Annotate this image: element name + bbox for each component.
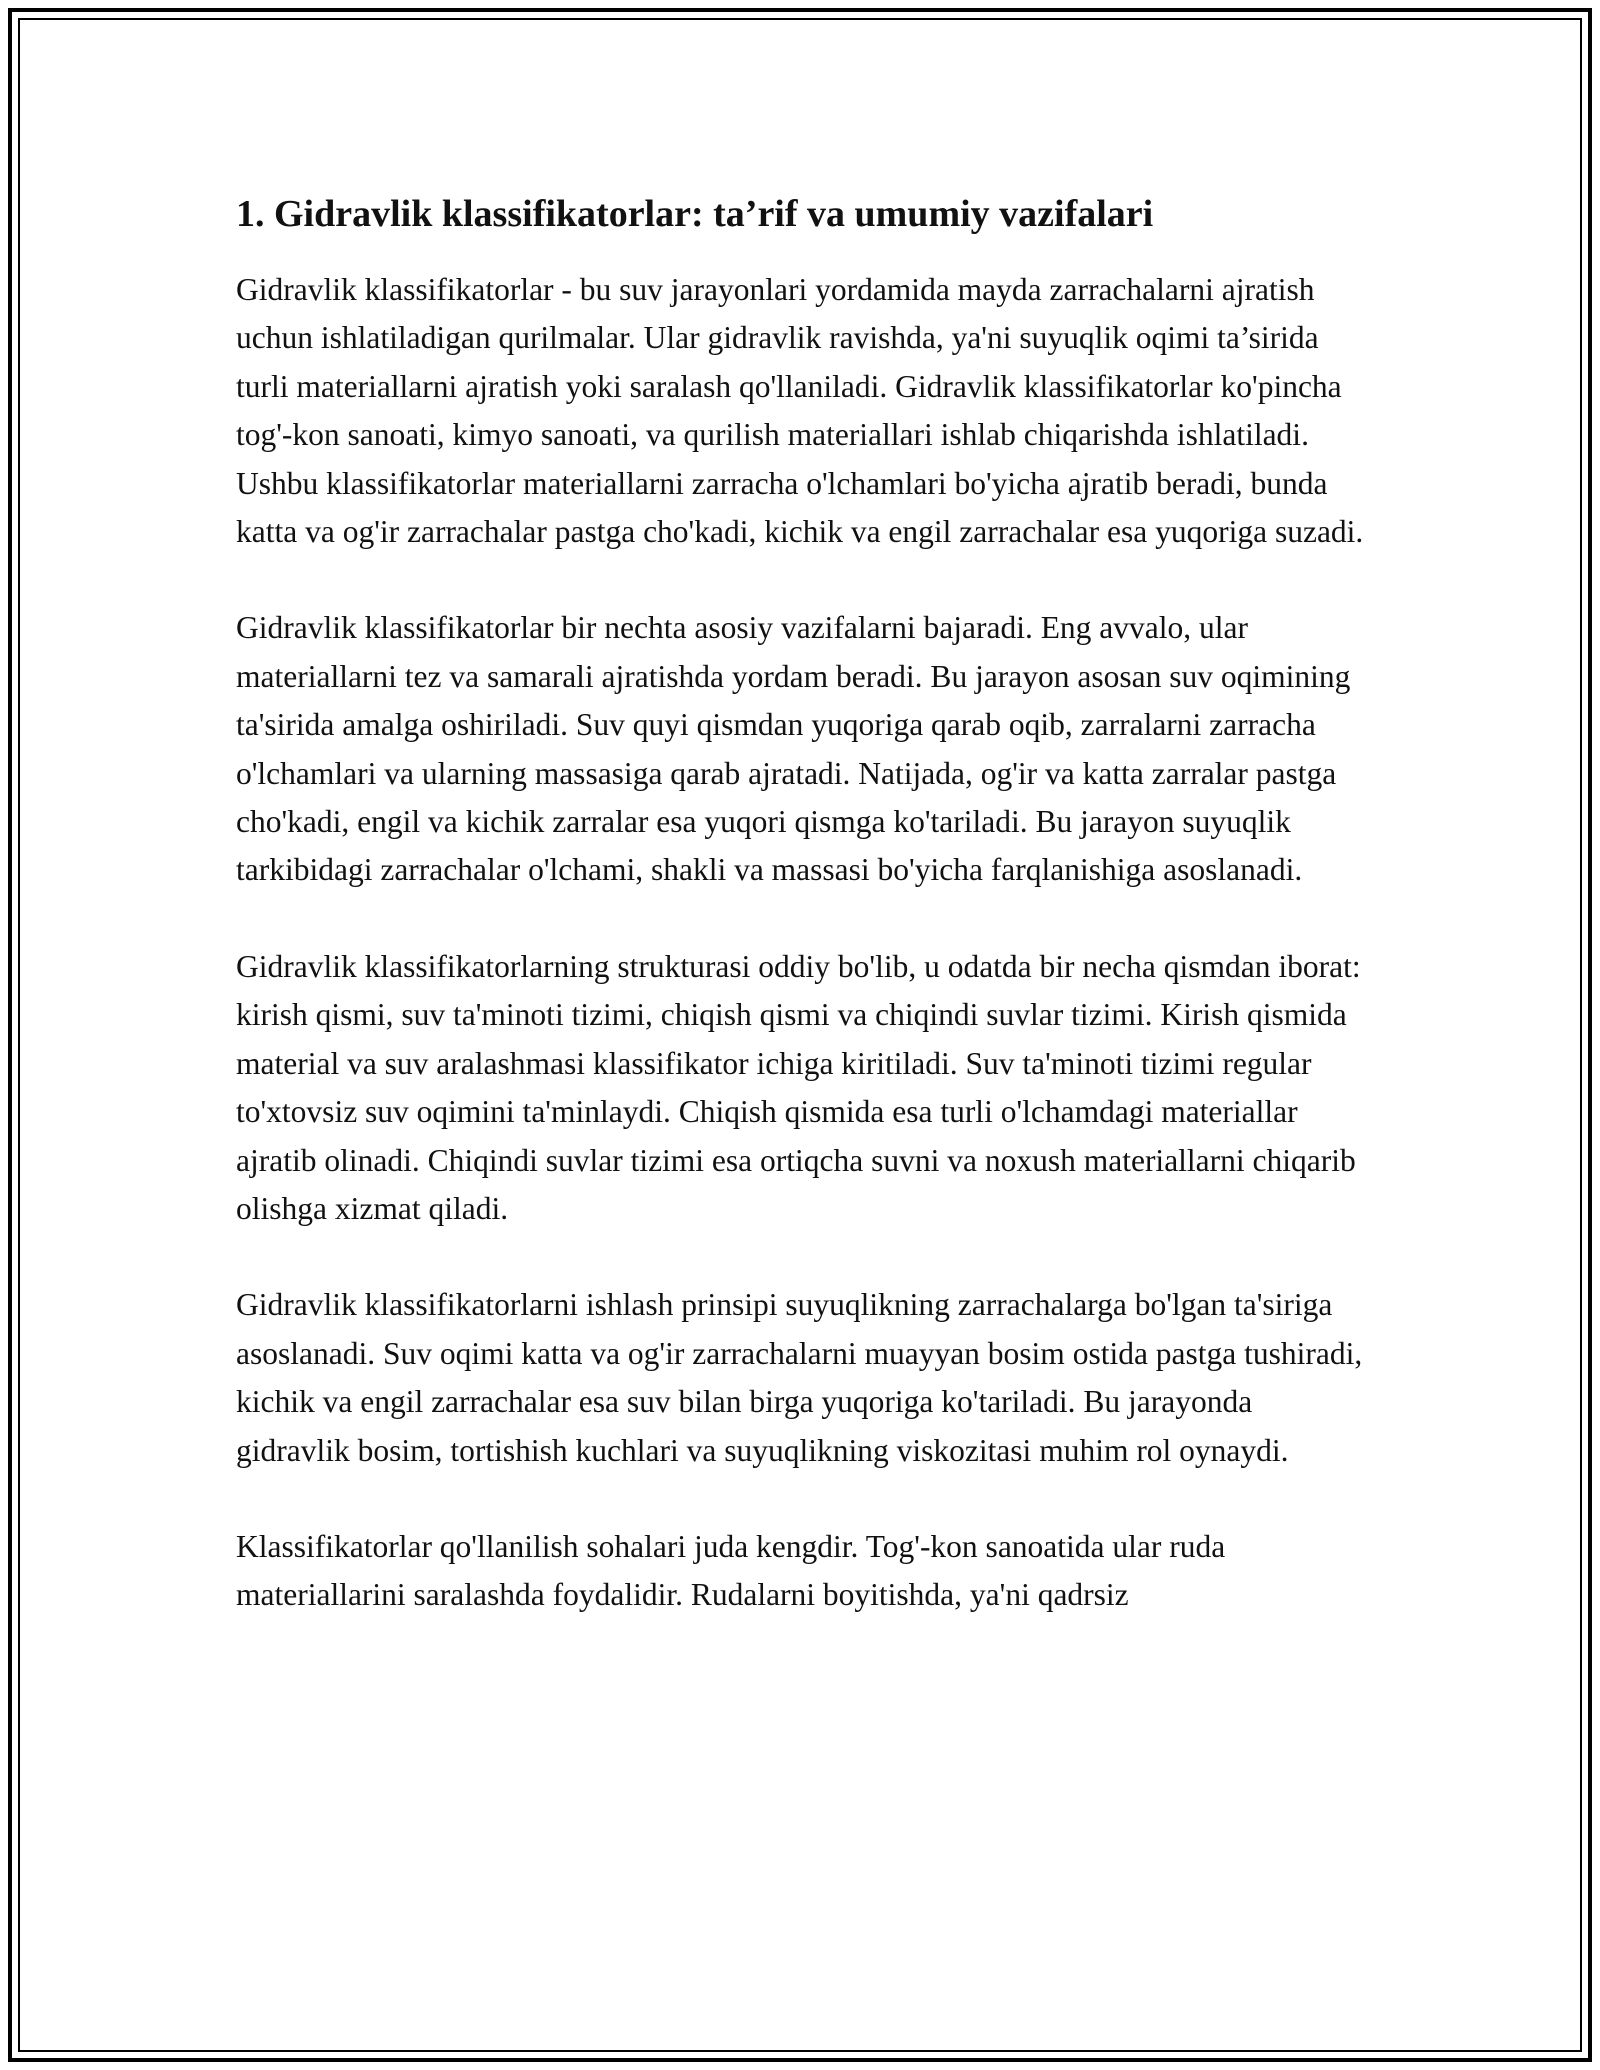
paragraph-working-principle: Gidravlik klassifikatorlarni ishlash prinsipi suyuqlikning zarrachalarga bo'lgan ta'siriga asoslanadi. Suv oqimi katta va og'ir zarrachalarni muayyan bosim ostida pastga tushiradi, kichik va engil zarrachalar esa suv bilan birga yuqoriga ko'tariladi. Bu jarayonda gidravlik bosim, tortishish kuchlari va suyuqlikning viskozitasi muhim rol oynaydi. [236,1287,1363,1468]
paragraph-main-functions: Gidravlik klassifikatorlar bir nechta asosiy vazifalarni bajaradi. Eng avvalo, ular materiallarni tez va samarali ajratishda yordam beradi. Bu jarayon asosan suv oqimining ta'sirida amalga oshiriladi. Suv quyi qismdan yuqoriga qarab oqib, zarralarni zarracha o'lchamlari va ularning massasiga qarab ajratadi. Natijada, og'ir va katta zarralar pastga cho'kadi, engil va kichik zarralar esa yuqori qismga ko'tariladi. Bu jarayon suyuqlik tarkibidagi zarrachalar o'lchami, shakli va massasi bo'yicha farqlanishiga asoslanadi. [236,610,1351,888]
section-heading: 1. Gidravlik klassifikatorlar: ta’rif va umumiy vazifalari [236,193,1154,235]
document-body [236,186,1366,1668]
paragraph-definition: Gidravlik klassifikatorlar - bu suv jarayonlari yordamida mayda zarrachalarni ajratish uchun ishlatiladigan qurilmalar. Ular gidravlik ravishda, ya'ni suyuqlik oqimi ta’sirida turli materiallarni ajratish yoki saralash qo'llaniladi. Gidravlik klassifikatorlar ko'pincha tog'-kon sanoati, kimyo sanoati, va qurilish materiallari ishlab chiqarishda ishlatiladi. Ushbu klassifikatorlar materiallarni zarracha o'lchamlari bo'yicha ajratib beradi, bunda katta va og'ir zarrachalar pastga cho'kadi, kichik va engil zarrachalar esa yuqoriga suzadi. [236,272,1364,550]
paragraph-structure: Gidravlik klassifikatorlarning strukturasi oddiy bo'lib, u odatda bir necha qismdan iborat: kirish qismi, suv ta'minoti tizimi, chiqish qismi va chiqindi suvlar tizimi. Kirish qismida material va suv aralashmasi klassifikator ichiga kiritiladi. Suv ta'minoti tizimi regular to'xtovsiz suv oqimini ta'minlaydi. Chiqish qismida esa turli o'lchamdagi materiallar ajratib olinadi. Chiqindi suvlar tizimi esa ortiqcha suvni va noxush materiallarni chiqarib olishga xizmat qiladi. [236,948,1361,1226]
paragraph-application-areas: Klassifikatorlar qo'llanilish sohalari juda kengdir. Tog'-kon sanoatida ular ruda materiallarini saralashda foydalidir. Rudalarni boyitishda, ya'ni qadrsiz [236,1528,1226,1613]
